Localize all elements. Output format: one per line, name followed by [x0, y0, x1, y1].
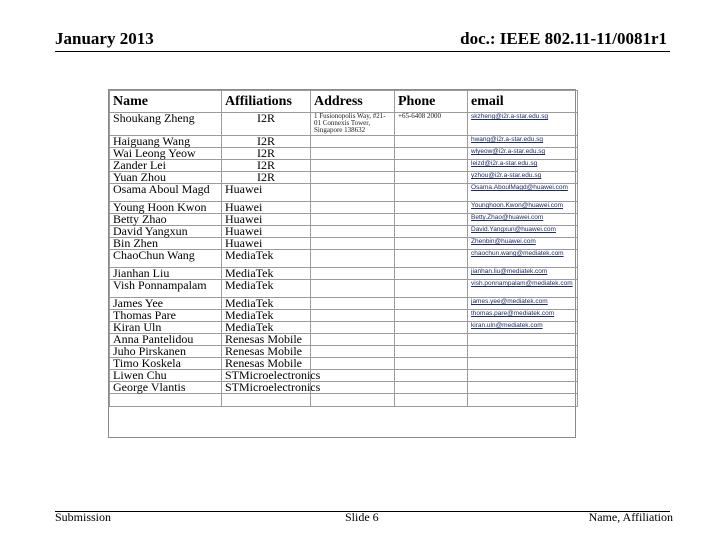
- cell-email[interactable]: Betty.Zhao@huawei.com: [468, 214, 578, 226]
- header-rule: [55, 51, 670, 52]
- cell-affiliation: STMicroelectronics: [222, 370, 311, 382]
- cell-address: [311, 310, 395, 322]
- cell-name: Zander Lei: [110, 160, 222, 172]
- column-header-address: Address: [311, 91, 395, 113]
- cell-phone: [395, 160, 468, 172]
- cell-email[interactable]: Zhenbin@huawei.com: [468, 238, 578, 250]
- table-row: [110, 113, 578, 136]
- cell-email: [468, 358, 578, 370]
- cell-phone: [395, 238, 468, 250]
- empty-cell: [222, 394, 311, 407]
- cell-address: [311, 184, 395, 202]
- cell-name: Anna Pantelidou: [110, 334, 222, 346]
- cell-name: Jianhan Liu: [110, 268, 222, 280]
- cell-address: [311, 370, 395, 382]
- cell-address: [311, 226, 395, 238]
- cell-name: Thomas Pare: [110, 310, 222, 322]
- cell-phone: [395, 334, 468, 346]
- cell-name: James Yee: [110, 298, 222, 310]
- cell-email[interactable]: hwang@i2r.a-star.edu.sg: [468, 136, 578, 148]
- cell-email[interactable]: wlyeow@i2r.a-star.edu.sg: [468, 148, 578, 160]
- cell-address: 1 Fusionopolis Way, #21-01 Connexis Tower, Singapore 138632: [311, 113, 395, 136]
- cell-affiliation: I2R: [222, 113, 311, 136]
- cell-email[interactable]: kiran.uln@mediatek.com: [468, 322, 578, 334]
- cell-address: [311, 382, 395, 394]
- cell-affiliation: Huawei: [222, 184, 311, 202]
- cell-affiliation: Huawei: [222, 214, 311, 226]
- cell-address: [311, 160, 395, 172]
- cell-phone: [395, 370, 468, 382]
- cell-name: Wai Leong Yeow: [110, 148, 222, 160]
- cell-address: [311, 214, 395, 226]
- cell-phone: [395, 382, 468, 394]
- cell-affiliation: MediaTek: [222, 268, 311, 280]
- cell-name: Yuan Zhou: [110, 172, 222, 184]
- cell-email[interactable]: jianhan.liu@mediatek.com: [468, 268, 578, 280]
- cell-address: [311, 280, 395, 298]
- table-row-empty: [110, 394, 578, 407]
- attendee-table-container: [108, 89, 576, 438]
- table-row: [110, 358, 578, 370]
- cell-address: [311, 250, 395, 268]
- column-header-phone: Phone: [395, 91, 468, 113]
- empty-cell: [110, 394, 222, 407]
- cell-address: [311, 202, 395, 214]
- cell-email[interactable]: skzheng@i2r.a-star.edu.sg: [468, 113, 578, 136]
- cell-name: David Yangxun: [110, 226, 222, 238]
- cell-email: [468, 382, 578, 394]
- cell-affiliation: I2R: [222, 160, 311, 172]
- table-row: [110, 202, 578, 214]
- cell-phone: [395, 310, 468, 322]
- cell-phone: [395, 148, 468, 160]
- cell-affiliation: MediaTek: [222, 322, 311, 334]
- cell-affiliation: I2R: [222, 148, 311, 160]
- cell-name: Kiran Uln: [110, 322, 222, 334]
- cell-phone: [395, 346, 468, 358]
- cell-email: [468, 346, 578, 358]
- cell-name: Juho Pirskanen: [110, 346, 222, 358]
- cell-email[interactable]: Younghoon.Kwon@huawei.com: [468, 202, 578, 214]
- table-row: [110, 310, 578, 322]
- cell-phone: [395, 184, 468, 202]
- cell-name: ChaoChun Wang: [110, 250, 222, 268]
- cell-address: [311, 322, 395, 334]
- cell-email[interactable]: vish.ponnampalam@mediatek.com: [468, 280, 578, 298]
- cell-affiliation: Huawei: [222, 202, 311, 214]
- table-row: [110, 148, 578, 160]
- cell-phone: [395, 358, 468, 370]
- empty-cell: [311, 394, 395, 407]
- cell-address: [311, 298, 395, 310]
- cell-phone: [395, 322, 468, 334]
- cell-affiliation: MediaTek: [222, 310, 311, 322]
- cell-email[interactable]: chaochun.wang@mediatek.com: [468, 250, 578, 268]
- table-row: [110, 226, 578, 238]
- table-row: [110, 184, 578, 202]
- cell-phone: [395, 250, 468, 268]
- cell-name: Liwen Chu: [110, 370, 222, 382]
- cell-email[interactable]: leizd@i2r.a-star.edu.sg: [468, 160, 578, 172]
- cell-address: [311, 148, 395, 160]
- attendee-table: [109, 90, 578, 407]
- cell-email: [468, 334, 578, 346]
- cell-name: Bin Zhen: [110, 238, 222, 250]
- table-row: [110, 298, 578, 310]
- empty-cell: [395, 394, 468, 407]
- cell-address: [311, 346, 395, 358]
- cell-email[interactable]: james.yee@mediatek.com: [468, 298, 578, 310]
- cell-name: George Vlantis: [110, 382, 222, 394]
- header-doc-id: doc.: IEEE 802.11-11/0081r1: [460, 29, 667, 48]
- cell-phone: +65-6408 2000: [395, 113, 468, 136]
- cell-affiliation: MediaTek: [222, 298, 311, 310]
- cell-email: [468, 370, 578, 382]
- cell-name: Haiguang Wang: [110, 136, 222, 148]
- cell-name: Young Hoon Kwon: [110, 202, 222, 214]
- table-row: [110, 382, 578, 394]
- cell-name: Osama Aboul Magd: [110, 184, 222, 202]
- column-header-name: Name: [110, 91, 222, 113]
- cell-name: Shoukang Zheng: [110, 113, 222, 136]
- cell-affiliation: I2R: [222, 136, 311, 148]
- cell-affiliation: Renesas Mobile: [222, 346, 311, 358]
- cell-email[interactable]: thomas.pare@mediatek.com: [468, 310, 578, 322]
- cell-affiliation: MediaTek: [222, 250, 311, 268]
- cell-affiliation: Renesas Mobile: [222, 358, 311, 370]
- column-header-email: email: [468, 91, 578, 113]
- cell-email[interactable]: yzhou@i2r.a-star.edu.sg: [468, 172, 578, 184]
- cell-name: Betty Zhao: [110, 214, 222, 226]
- cell-phone: [395, 226, 468, 238]
- footer-name-affiliation: Name, Affiliation: [588, 510, 673, 524]
- table-row: [110, 250, 578, 268]
- cell-address: [311, 172, 395, 184]
- cell-email[interactable]: Osama.AboulMagd@huawei.com: [468, 184, 578, 202]
- cell-address: [311, 334, 395, 346]
- table-header-row: [110, 91, 578, 113]
- cell-phone: [395, 214, 468, 226]
- cell-phone: [395, 280, 468, 298]
- cell-phone: [395, 172, 468, 184]
- cell-phone: [395, 202, 468, 214]
- cell-phone: [395, 136, 468, 148]
- cell-address: [311, 358, 395, 370]
- column-header-affiliations: Affiliations: [222, 91, 311, 113]
- table-row: [110, 280, 578, 298]
- cell-address: [311, 136, 395, 148]
- footer-slide-number: Slide 6: [345, 510, 379, 524]
- cell-name: Vish Ponnampalam: [110, 280, 222, 298]
- cell-email[interactable]: David.Yangxun@huawei.com: [468, 226, 578, 238]
- cell-affiliation: Huawei: [222, 238, 311, 250]
- cell-affiliation: Huawei: [222, 226, 311, 238]
- table-row: [110, 160, 578, 172]
- cell-affiliation: I2R: [222, 172, 311, 184]
- header-date: January 2013: [55, 29, 154, 48]
- cell-name: Timo Koskela: [110, 358, 222, 370]
- cell-affiliation: STMicroelectronics: [222, 382, 311, 394]
- empty-cell: [468, 394, 578, 407]
- footer-submission: Submission: [55, 510, 112, 524]
- cell-affiliation: Renesas Mobile: [222, 334, 311, 346]
- cell-affiliation: MediaTek: [222, 280, 311, 298]
- cell-phone: [395, 298, 468, 310]
- cell-address: [311, 238, 395, 250]
- cell-address: [311, 268, 395, 280]
- cell-phone: [395, 268, 468, 280]
